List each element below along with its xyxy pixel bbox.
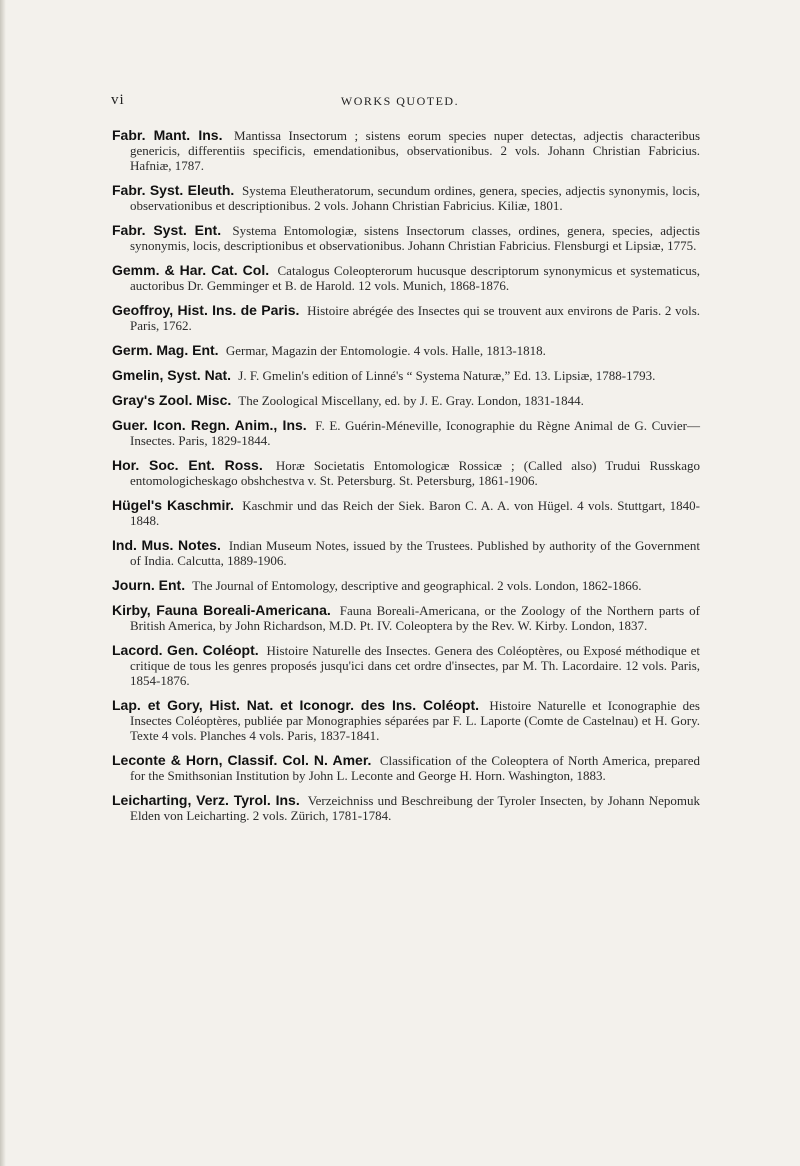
- entry-description: Germar, Magazin der Entomologie. 4 vols. Halle, 1813-1818.: [225, 343, 546, 358]
- bibliography-entry: [112, 643, 700, 688]
- page-edge: [0, 0, 6, 1166]
- entry-abbreviation: Fabr. Syst. Ent.: [112, 222, 222, 238]
- entry-abbreviation: Germ. Mag. Ent.: [112, 342, 219, 358]
- bibliography-entry: [112, 223, 700, 253]
- bibliography-entry: [112, 603, 700, 633]
- bibliography-entry: [112, 183, 700, 213]
- bibliography-entry: [112, 418, 700, 448]
- bibliography-entry: [112, 303, 700, 333]
- bibliography-entry: [112, 393, 700, 408]
- page-header: [0, 92, 800, 116]
- entry-abbreviation: Fabr. Syst. Eleuth.: [112, 182, 235, 198]
- bibliography-entry: [112, 793, 700, 823]
- bibliography-entry: [112, 458, 700, 488]
- entry-description: F. E. Guérin-Méneville, Iconographie du Règne Animal de G. Cuvier—Insectes. Paris, 1829-1844.: [130, 418, 701, 448]
- bibliography-list: [112, 128, 700, 833]
- bibliography-entry: [112, 698, 700, 743]
- entry-description: Verzeichniss und Beschreibung der Tyroler Insecten, by Johann Nepomuk Elden von Leicharting. 2 vols. Zürich, 1781-1784.: [130, 793, 701, 823]
- page-number: vi: [111, 92, 125, 108]
- entry-abbreviation: Journ. Ent.: [112, 577, 186, 593]
- entry-description: Horæ Societatis Entomologicæ Rossicæ ; (Called also) Trudui Russkago entomologicheskago obshchestva v. St. Petersburg. St. Petersburg, 1861-1906.: [130, 458, 701, 488]
- entry-abbreviation: Geoffroy, Hist. Ins. de Paris.: [112, 302, 300, 318]
- entry-abbreviation: Ind. Mus. Notes.: [112, 537, 221, 553]
- entry-abbreviation: Gmelin, Syst. Nat.: [112, 367, 232, 383]
- entry-description: Histoire abrégée des Insectes qui se trouvent aux environs de Paris. 2 vols. Paris, 1762.: [130, 303, 701, 333]
- entry-abbreviation: Leicharting, Verz. Tyrol. Ins.: [112, 792, 300, 808]
- bibliography-entry: [112, 343, 700, 358]
- entry-description: Kaschmir und das Reich der Siek. Baron C. A. A. von Hügel. 4 vols. Stuttgart, 1840-1848.: [130, 498, 701, 528]
- entry-abbreviation: Hügel's Kaschmir.: [112, 497, 234, 513]
- entry-description: J. F. Gmelin's edition of Linné's “ Systema Naturæ,” Ed. 13. Lipsiæ, 1788-1793.: [238, 368, 656, 383]
- bibliography-entry: [112, 263, 700, 293]
- entry-abbreviation: Hor. Soc. Ent. Ross.: [112, 457, 263, 473]
- bibliography-entry: [112, 538, 700, 568]
- entry-description: Systema Eleutheratorum, secundum ordines, genera, species, adjectis synonymis, locis, observationibus et descriptionibus. 2 vols. Johann Christian Fabricius. Kiliæ, 1801.: [130, 183, 700, 213]
- entry-description: Fauna Boreali-Americana, or the Zoology of the Northern parts of British America, by John Richardson, M.D. Pt. IV. Coleoptera by the Rev. W. Kirby. London, 1837.: [130, 603, 701, 633]
- bibliography-entry: [112, 578, 700, 593]
- entry-description: Systema Entomologiæ, sistens Insectorum classes, ordines, genera, species, adjectis synonymis, locis, descriptionibus et observationibus. Johann Christian Fabricius. Flensburgi et Lipsiæ, 1775.: [130, 223, 700, 253]
- entry-description: Mantissa Insectorum ; sistens eorum species nuper detectas, adjectis characteribus genericis, differentiis specificis, emendationibus, observationibus. 2 vols. Johann Christian Fabricius. Hafniæ, 1787.: [130, 128, 701, 173]
- entry-abbreviation: Fabr. Mant. Ins.: [112, 127, 223, 143]
- bibliography-entry: [112, 753, 700, 783]
- entry-abbreviation: Gray's Zool. Misc.: [112, 392, 232, 408]
- entry-abbreviation: Lacord. Gen. Coléopt.: [112, 642, 259, 658]
- entry-abbreviation: Lap. et Gory, Hist. Nat. et Iconogr. des Ins. Coléopt.: [112, 697, 480, 713]
- entry-abbreviation: Gemm. & Har. Cat. Col.: [112, 262, 270, 278]
- entry-abbreviation: Kirby, Fauna Boreali-Americana.: [112, 602, 331, 618]
- entry-description: Catalogus Coleopterorum hucusque descriptorum synonymicus et systematicus, auctoribus Dr. Gemminger et B. de Harold. 12 vols. Munich, 1868-1876.: [130, 263, 701, 293]
- entry-description: The Journal of Entomology, descriptive and geographical. 2 vols. London, 1862-1866.: [192, 578, 642, 593]
- running-head: WORKS QUOTED.: [340, 94, 460, 108]
- entry-description: Indian Museum Notes, issued by the Trustees. Published by authority of the Government of India. Calcutta, 1889-1906.: [130, 538, 700, 568]
- entry-abbreviation: Guer. Icon. Regn. Anim., Ins.: [112, 417, 307, 433]
- bibliography-entry: [112, 368, 700, 383]
- entry-description: Histoire Naturelle des Insectes. Genera des Coléoptères, ou Exposé méthodique et critique de tous les genres proposés jusqu'ici dans cet ordre d'insectes, par M. Th. Lacordaire. 12 vols. Paris, 1854-1876.: [130, 643, 700, 688]
- bibliography-entry: [112, 498, 700, 528]
- bibliography-entry: [112, 128, 700, 173]
- entry-description: Histoire Naturelle et Iconographie des Insectes Coléoptères, publiée par Monographies séparées par F. L. Laporte (Comte de Castelnau) et H. Gory. Texte 4 vols. Planches 4 vols. Paris, 1837-1841.: [130, 698, 700, 743]
- entry-description: Classification of the Coleoptera of North America, prepared for the Smithsonian Institution by John L. Leconte and George H. Horn. Washington, 1883.: [130, 753, 701, 783]
- entry-abbreviation: Leconte & Horn, Classif. Col. N. Amer.: [112, 752, 372, 768]
- entry-description: The Zoological Miscellany, ed. by J. E. Gray. London, 1831-1844.: [238, 393, 584, 408]
